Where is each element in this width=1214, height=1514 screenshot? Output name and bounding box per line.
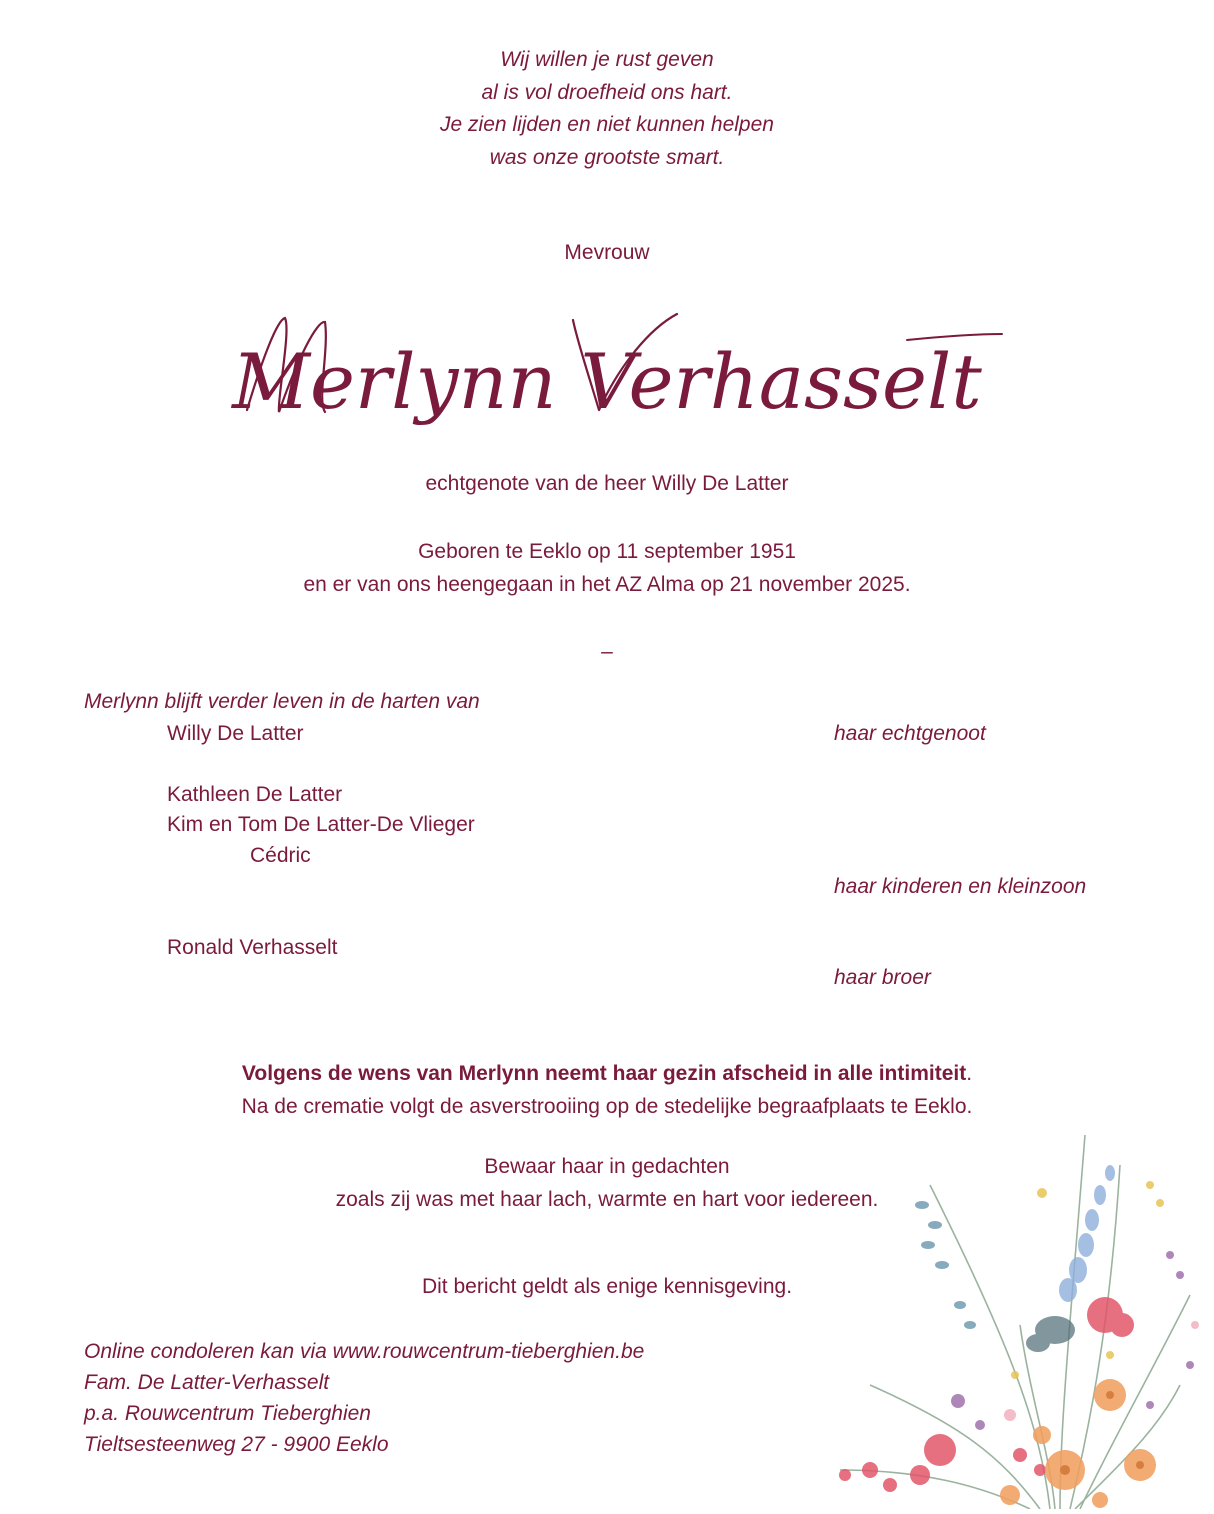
- cremation-line: Na de crematie volgt de asverstrooiing op de stedelijke begraafplaats te Eeklo.: [241, 1094, 973, 1118]
- husband-name: Willy De Latter: [167, 722, 304, 745]
- separator: –: [601, 640, 613, 663]
- wish-line: [0, 1058, 1214, 1091]
- deceased-name-svg: [207, 300, 1007, 450]
- notice: Dit bericht geldt als enige kennisgeving.: [421, 1275, 793, 1298]
- memory-line: Bewaar haar in gedachten: [484, 1155, 730, 1178]
- poem-line: was onze grootste smart.: [489, 145, 725, 169]
- spouse-line: echtgenote van de heer Willy De Latter: [425, 472, 789, 495]
- wish-bold: Volgens de wens van Merlynn neemt haar gezin afscheid in alle intimiteit: [241, 1062, 967, 1085]
- flower-bouquet-illustration: [810, 1125, 1214, 1509]
- contact-block: [84, 1336, 644, 1460]
- title-prefix: Mevrouw: [564, 241, 650, 264]
- family-intro: Merlynn blijft verder leven in de harten van: [84, 690, 480, 713]
- grandchild-name: Cédric: [250, 844, 311, 867]
- care-of: p.a. Rouwcentrum Tieberghien: [84, 1402, 371, 1425]
- flower-icon: [810, 1125, 1214, 1509]
- poem: [0, 44, 1214, 174]
- born-line: Geboren te Eeklo op 11 september 1951: [418, 540, 796, 563]
- brother-name: Ronald Verhasselt: [167, 936, 338, 959]
- life-dates: [0, 536, 1214, 601]
- child-name: Kim en Tom De Latter-De Vlieger: [167, 813, 475, 836]
- poem-line: al is vol droefheid ons hart.: [481, 80, 733, 104]
- online-condolence: Online condoleren kan via www.rouwcentrum-tieberghien.be: [84, 1340, 645, 1363]
- poem-line: Je zien lijden en niet kunnen helpen: [440, 113, 774, 136]
- memory-line: zoals zij was met haar lach, warmte en hart voor iedereen.: [335, 1187, 879, 1211]
- brother-role: haar broer: [834, 966, 931, 989]
- address: Tieltsesteenweg 27 - 9900 Eeklo: [84, 1433, 389, 1456]
- closing: [0, 1058, 1214, 1123]
- child-name: Kathleen De Latter: [167, 783, 343, 806]
- husband-role: haar echtgenoot: [834, 722, 986, 745]
- children-role: haar kinderen en kleinzoon: [834, 875, 1087, 898]
- wish-end: .: [966, 1062, 973, 1085]
- family-signature: Fam. De Latter-Verhasselt: [84, 1371, 330, 1394]
- died-line: en er van ons heengegaan in het AZ Alma op 21 november 2025.: [303, 572, 911, 596]
- poem-line: Wij willen je rust geven: [500, 48, 714, 71]
- deceased-name: [0, 300, 1214, 450]
- deceased-name-text: Merlynn Verhasselt: [232, 337, 982, 426]
